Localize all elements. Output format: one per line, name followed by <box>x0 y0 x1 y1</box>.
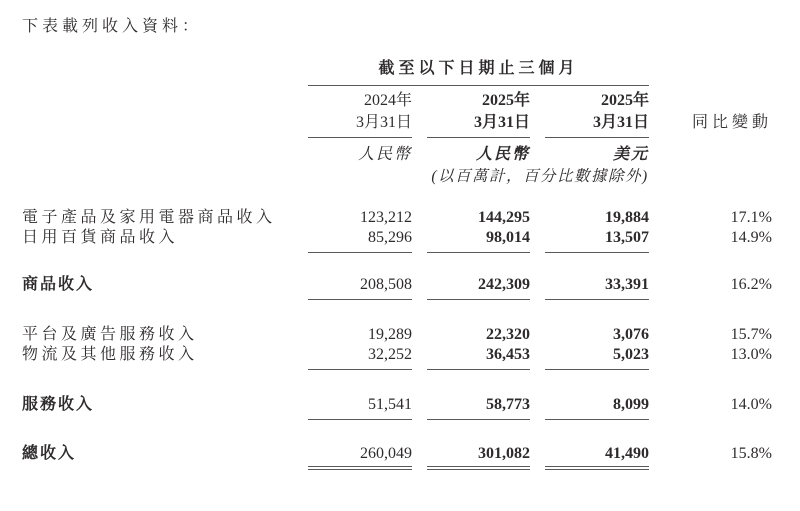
value-2024: 123,212 <box>360 208 412 226</box>
value-yoy: 15.8% <box>730 444 772 462</box>
value-2024: 260,049 <box>308 445 412 470</box>
value-yoy: 15.7% <box>730 325 772 343</box>
col-2024-currency: 人民幣 <box>357 145 412 163</box>
value-2024: 85,296 <box>308 229 412 253</box>
yoy-header: 同比變動 <box>691 113 772 131</box>
year-header-row <box>22 86 772 110</box>
value-2025-rmb: 242,309 <box>427 276 530 300</box>
value-2025-rmb: 22,320 <box>486 325 530 343</box>
table-row <box>22 227 772 253</box>
col-2025rmb-date: 3月31日 <box>427 114 530 138</box>
col-2025rmb-year: 2025年 <box>481 91 530 109</box>
value-yoy: 13.0% <box>730 345 772 363</box>
spacer-row <box>22 300 772 321</box>
row-label: 日用百貨商品收入 <box>22 228 179 246</box>
value-2025-usd: 41,490 <box>545 445 649 470</box>
value-yoy: 14.0% <box>730 395 772 413</box>
value-2025-rmb: 36,453 <box>427 346 530 370</box>
col-2025usd-year: 2025年 <box>600 91 649 109</box>
value-2025-rmb: 58,773 <box>427 396 530 420</box>
currency-header-row <box>22 138 772 164</box>
value-2025-usd: 3,076 <box>613 325 649 343</box>
col-2025usd-currency: 美元 <box>612 145 649 163</box>
intro-text: 下表載列收入資料： <box>22 18 203 35</box>
value-yoy: 17.1% <box>730 208 772 226</box>
spacer-row <box>22 186 772 204</box>
value-2025-rmb: 301,082 <box>427 445 530 470</box>
revenue-table <box>22 52 772 470</box>
value-2024: 32,252 <box>308 346 412 370</box>
table-row <box>22 274 772 300</box>
table-row <box>22 344 772 370</box>
col-2024-date: 3月31日 <box>308 114 412 138</box>
value-2024: 208,508 <box>308 276 412 300</box>
spacer-row <box>22 370 772 394</box>
value-2025-rmb: 144,295 <box>478 208 530 226</box>
row-label: 平台及廣告服務收入 <box>22 325 198 343</box>
date-header-row <box>22 110 772 138</box>
unit-note: (以百萬計，百分比數據除外) <box>431 168 649 186</box>
row-label: 服務收入 <box>22 395 95 413</box>
value-2024: 19,289 <box>368 325 412 343</box>
spacer-row <box>22 420 772 442</box>
value-2025-usd: 13,507 <box>545 229 649 253</box>
value-2025-usd: 5,023 <box>545 346 649 370</box>
value-2024: 51,541 <box>308 396 412 420</box>
col-2025usd-date: 3月31日 <box>545 114 649 138</box>
col-2025rmb-currency: 人民幣 <box>475 145 530 163</box>
row-label: 物流及其他服務收入 <box>22 345 198 363</box>
table-row <box>22 204 772 227</box>
value-2025-usd: 8,099 <box>545 396 649 420</box>
table-row <box>22 394 772 420</box>
table-row <box>22 442 772 470</box>
row-label: 總收入 <box>22 444 77 462</box>
spacer-row <box>22 253 772 274</box>
value-yoy: 14.9% <box>730 228 772 246</box>
unit-note-row <box>22 164 772 186</box>
value-yoy: 16.2% <box>730 275 772 293</box>
table-row <box>22 321 772 344</box>
row-label: 電子產品及家用電器商品收入 <box>22 208 276 226</box>
col-2024-year: 2024年 <box>363 91 412 109</box>
row-label: 商品收入 <box>22 275 95 293</box>
value-2025-usd: 19,884 <box>605 208 649 226</box>
value-2025-rmb: 98,014 <box>427 229 530 253</box>
value-2025-usd: 33,391 <box>545 276 649 300</box>
span-header-row <box>22 52 772 86</box>
span-header: 截至以下日期止三個月 <box>308 60 649 86</box>
